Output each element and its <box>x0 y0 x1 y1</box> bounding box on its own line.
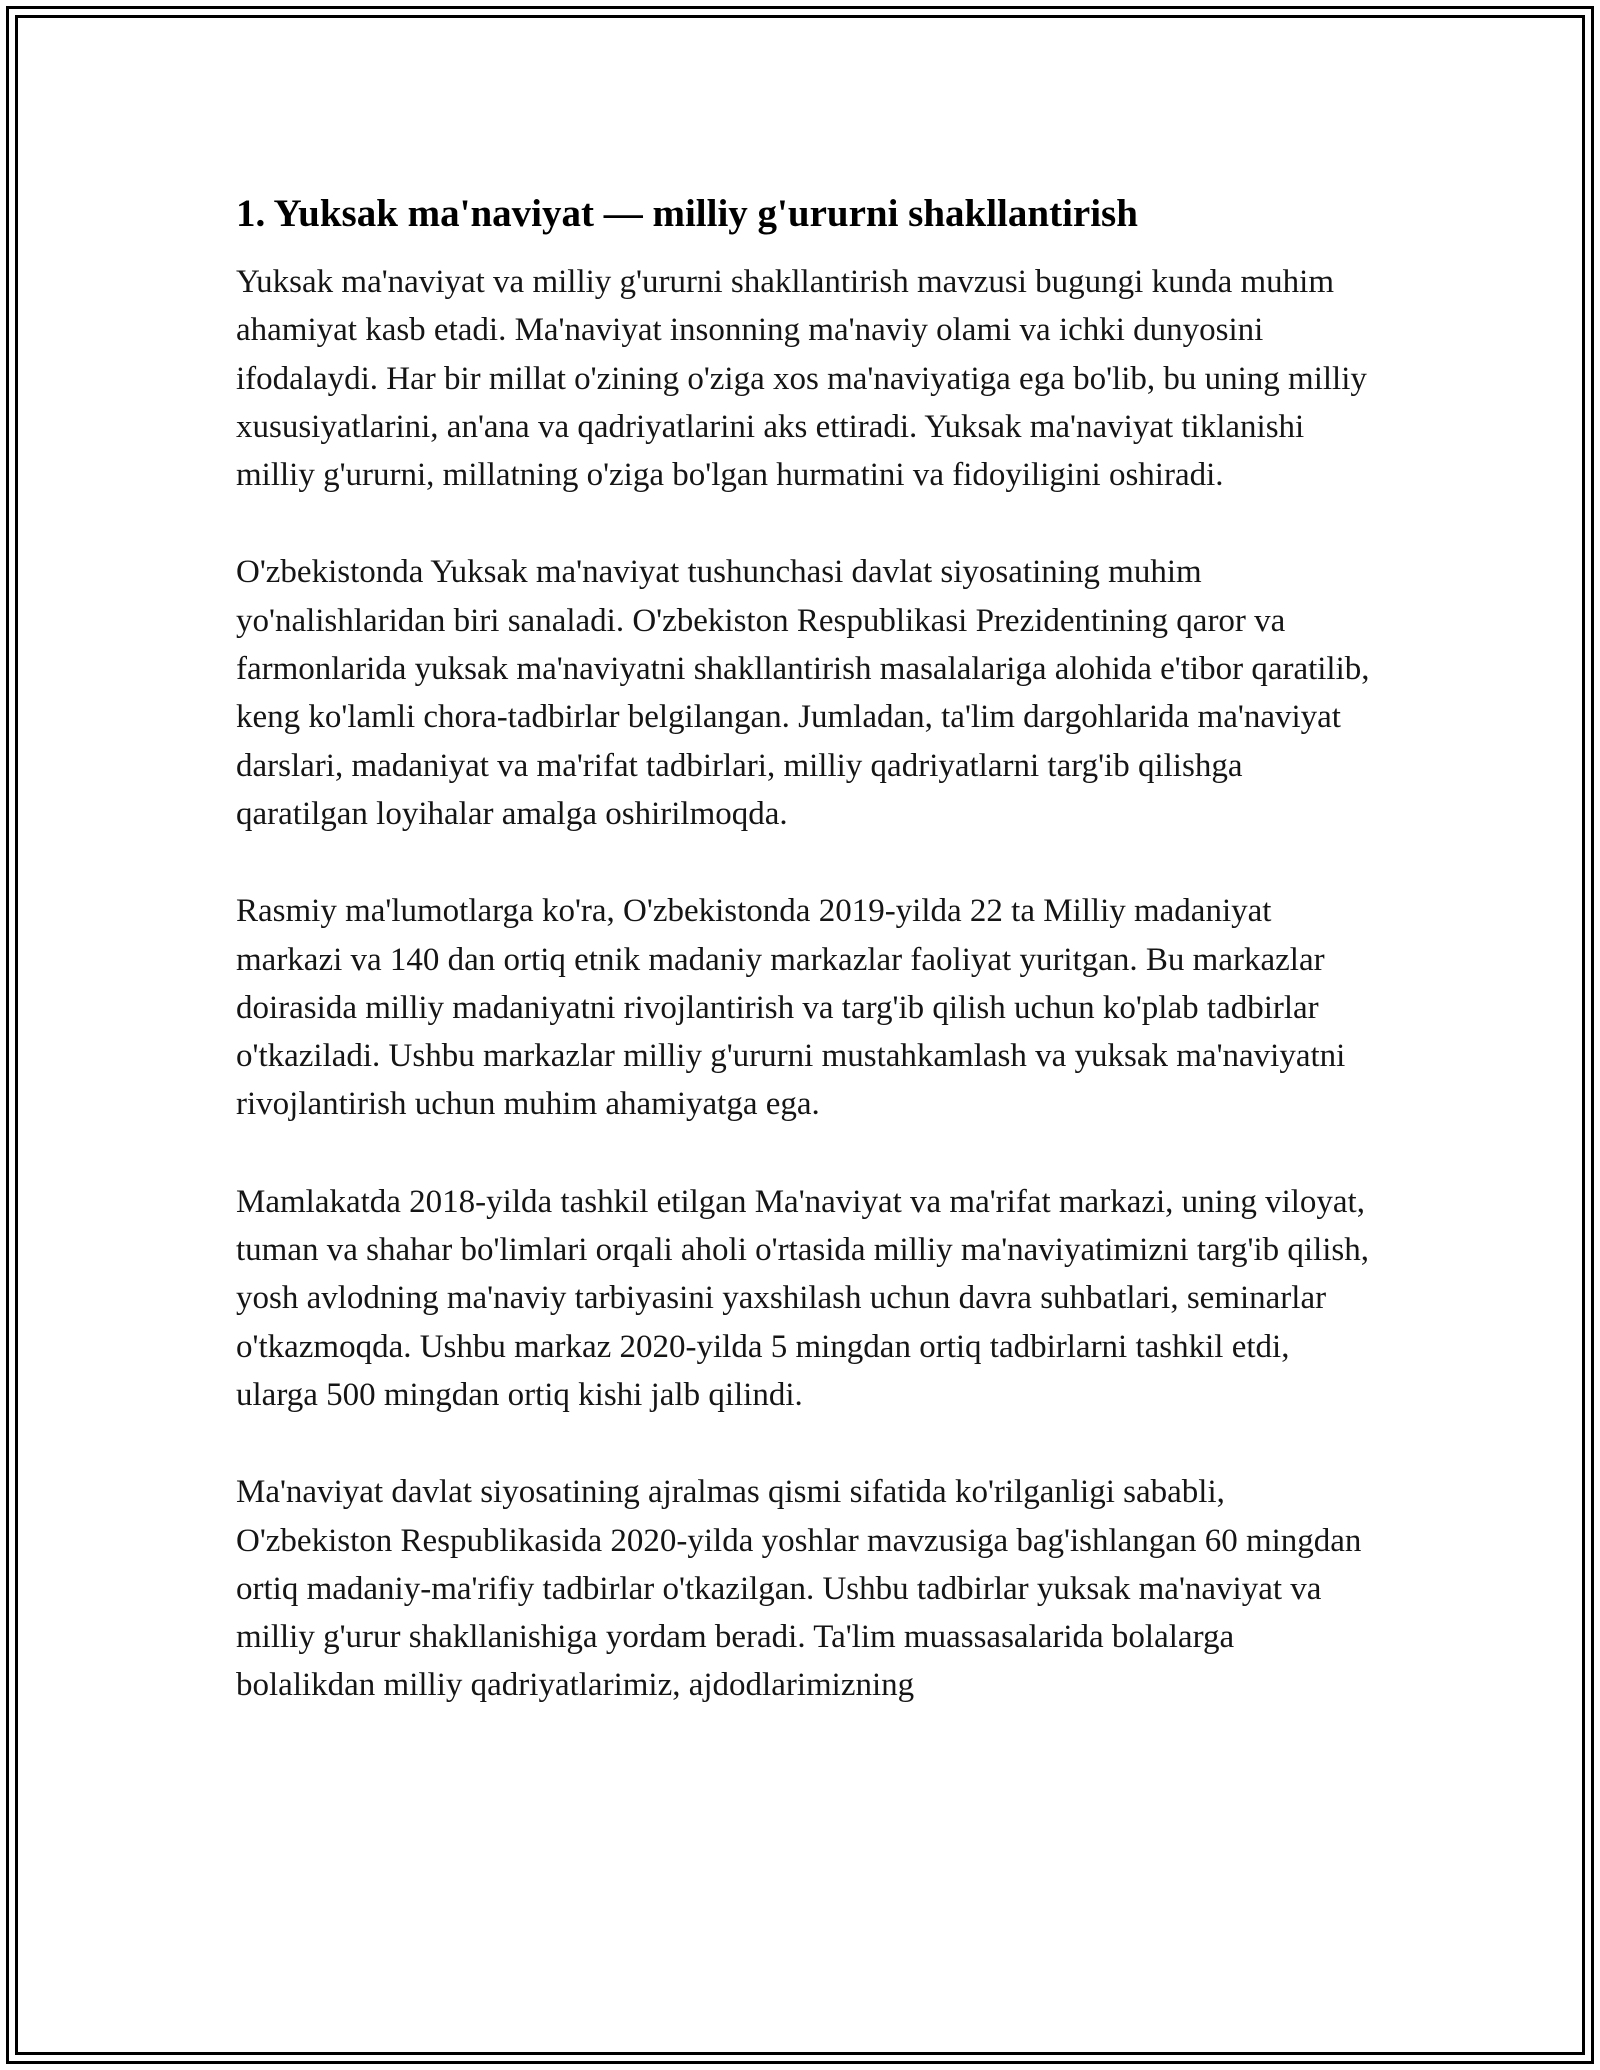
paragraph-1: Yuksak ma'naviyat va milliy g'ururni shakllantirish mavzusi bugungi kunda muhim ahamiyat kasb etadi. Ma'naviyat insonning ma'naviy olami va ichki dunyosini ifodalaydi. Har bir millat o'zining o'ziga xos ma'naviyatiga ega bo'lib, bu uning milliy xususiyatlarini, an'ana va qadriyatlarini aks ettiradi. Yuksak ma'naviyat tiklanishi milliy g'ururni, millatning o'ziga bo'lgan hurmatini va fidoyiligini oshiradi. <box>236 264 1367 494</box>
paragraph-3: Rasmiy ma'lumotlarga ko'ra, O'zbekistonda 2019-yilda 22 ta Milliy madaniyat markazi va 140 dan ortiq etnik madaniy markazlar faoliyat yuritgan. Bu markazlar doirasida milliy madaniyatni rivojlantirish va targ'ib qilish uchun ko'plab tadbirlar o'tkaziladi. Ushbu markazlar milliy g'ururni mustahkamlash va yuksak ma'naviyatni rivojlantirish uchun muhim ahamiyatga ega. <box>236 893 1346 1123</box>
section-heading: 1. Yuksak ma'naviyat — milliy g'ururni shakllantirish <box>236 192 1138 235</box>
paragraph-5: Ma'naviyat davlat siyosatining ajralmas qismi sifatida ko'rilganligi sababli, O'zbekiston Respublikasida 2020-yilda yoshlar mavzusiga bag'ishlangan 60 mingdan ortiq madaniy-ma'rifiy tadbirlar o'tkazilgan. Ushbu tadbirlar yuksak ma'naviyat va milliy g'urur shakllanishiga yordam beradi. Ta'lim muassasalarida bolalarga bolalikdan milliy qadriyatlarimiz, ajdodlarimizning <box>236 1474 1362 1704</box>
paragraph-2: O'zbekistonda Yuksak ma'naviyat tushunchasi davlat siyosatining muhim yo'nalishlaridan biri sanaladi. O'zbekiston Respublikasi Prezidentining qaror va farmonlarida yuksak ma'naviyatni shakllantirish masalalariga alohida e'tibor qaratilib, keng ko'lamli chora-tadbirlar belgilangan. Jumladan, ta'lim dargohlarida ma'naviyat darslari, madaniyat va ma'rifat tadbirlari, milliy qadriyatlarni targ'ib qilishga qaratilgan loyihalar amalga oshirilmoqda. <box>236 554 1370 832</box>
document-body <box>236 190 1376 1759</box>
paragraph-4: Mamlakatda 2018-yilda tashkil etilgan Ma'naviyat va ma'rifat markazi, uning viloyat, tuman va shahar bo'limlari orqali aholi o'rtasida milliy ma'naviyatimizni targ'ib qilish, yosh avlodning ma'naviy tarbiyasini yaxshilash uchun davra suhbatlari, seminarlar o'tkazmoqda. Ushbu markaz 2020-yilda 5 mingdan ortiq tadbirlarni tashkil etdi, ularga 500 mingdan ortiq kishi jalb qilindi. <box>236 1183 1370 1413</box>
